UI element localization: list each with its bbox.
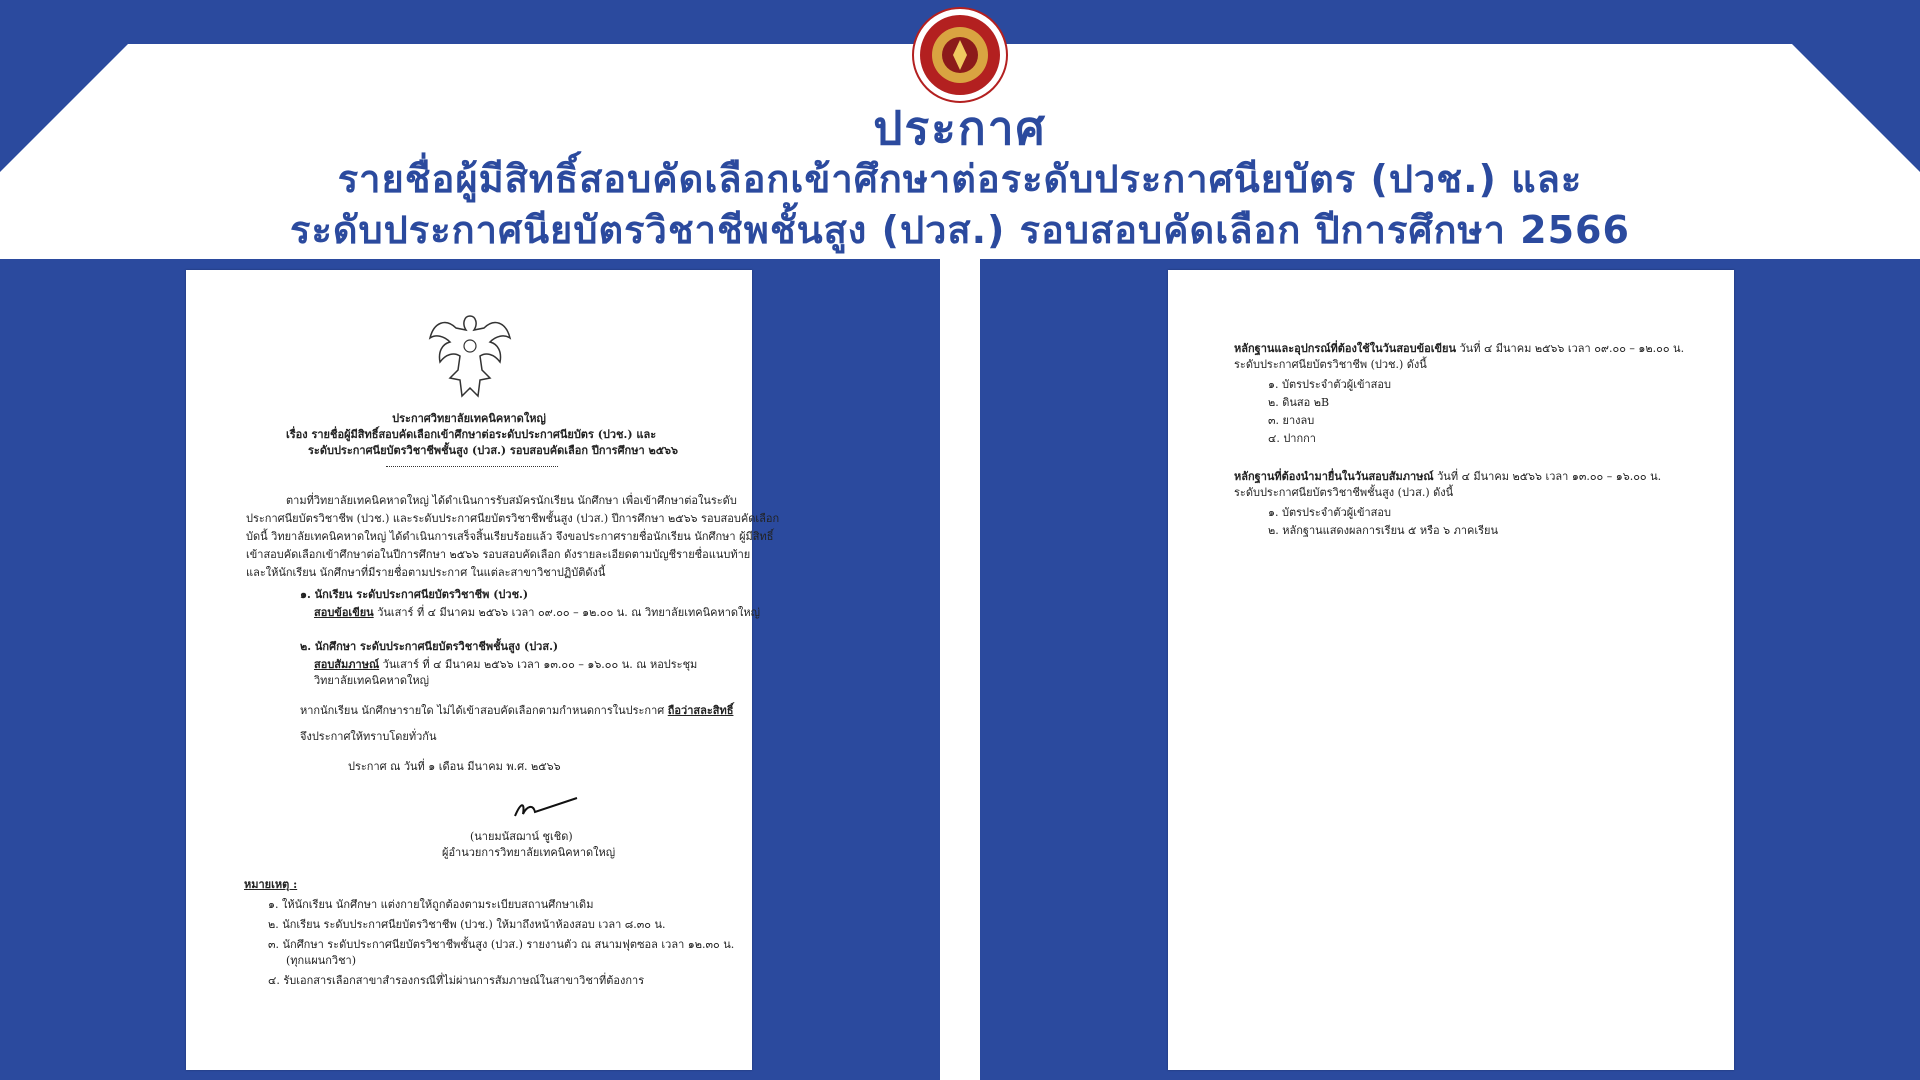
doc-para-line: และให้นักเรียน นักศึกษาที่มีรายชื่อตามประกาศ ในแต่ละสาขาวิชาปฏิบัติดังนี้ bbox=[246, 566, 606, 579]
doc2-sec2-title: หลักฐานที่ต้องนำมายื่นในวันสอบสัมภาษณ์ bbox=[1234, 470, 1434, 483]
doc-org: ประกาศวิทยาลัยเทคนิคหาดใหญ่ bbox=[392, 412, 546, 425]
doc-item1-text: วันเสาร์ ที่ ๔ มีนาคม ๒๕๖๖ เวลา ๐๙.๐๐ – ๑๒.๐๐ น. ณ วิทยาลัยเทคนิคหาดใหญ่ bbox=[377, 606, 761, 619]
doc2-sec2-item: ๑. บัตรประจำตัวผู้เข้าสอบ bbox=[1268, 506, 1391, 519]
doc-note: ๒. นักเรียน ระดับประกาศนียบัตรวิชาชีพ (ปวช.) ให้มาถึงหน้าห้องสอบ เวลา ๘.๓๐ น. bbox=[268, 918, 666, 931]
doc-item2-text-2: วิทยาลัยเทคนิคหาดใหญ่ bbox=[314, 674, 430, 687]
doc-subject-2: ระดับประกาศนียบัตรวิชาชีพชั้นสูง (ปวส.) รอบสอบคัดเลือก ปีการศึกษา ๒๕๖๖ bbox=[308, 444, 679, 457]
doc2-sec1-item: ๒. ดินสอ ๒B bbox=[1268, 396, 1330, 409]
document-page-2 bbox=[1168, 270, 1734, 1070]
doc-item2-text: วันเสาร์ ที่ ๔ มีนาคม ๒๕๖๖ เวลา ๑๓.๐๐ – ๑๖.๐๐ น. ณ หอประชุม bbox=[382, 658, 698, 671]
divider bbox=[940, 259, 980, 1080]
garuda-emblem-icon bbox=[426, 308, 514, 404]
signature-image bbox=[511, 792, 581, 822]
doc-item1-label: สอบข้อเขียน bbox=[314, 606, 374, 619]
doc2-sec2-text: วันที่ ๔ มีนาคม ๒๕๖๖ เวลา ๑๓.๐๐ – ๑๖.๐๐ น. bbox=[1437, 470, 1662, 483]
doc-warning-underlined: ถือว่าสละสิทธิ์ bbox=[667, 704, 734, 717]
document-page-1 bbox=[186, 270, 780, 1070]
doc-position: ผู้อำนวยการวิทยาลัยเทคนิคหาดใหญ่ bbox=[442, 846, 616, 859]
doc-para-line: เข้าสอบคัดเลือกเข้าศึกษาต่อในปีการศึกษา ๒๕๖๖ รอบสอบคัดเลือก ดังรายละเอียดตามบัญชีรายชื่อแนบท้าย bbox=[246, 548, 751, 561]
doc-para-line: ประกาศนียบัตรวิชาชีพ (ปวช.) และระดับประกาศนียบัตรวิชาชีพชั้นสูง (ปวส.) ปีการศึกษา ๒๕๖๖ รอบสอบคัดเลือก bbox=[246, 512, 780, 525]
subtitle-line-1: รายชื่อผู้มีสิทธิ์สอบคัดเลือกเข้าศึกษาต่อระดับประกาศนียบัตร (ปวช.) และ bbox=[337, 157, 1583, 201]
doc-item1-title: ๑. นักเรียน ระดับประกาศนียบัตรวิชาชีพ (ปวช.) bbox=[300, 588, 529, 601]
doc-notes-title: หมายเหตุ : bbox=[244, 878, 298, 891]
dotted-separator bbox=[386, 466, 558, 467]
doc2-sec1-item: ๑. บัตรประจำตัวผู้เข้าสอบ bbox=[1268, 378, 1391, 391]
doc-item2-title: ๒. นักศึกษา ระดับประกาศนียบัตรวิชาชีพชั้นสูง (ปวส.) bbox=[300, 640, 559, 653]
doc-notice: จึงประกาศให้ทราบโดยทั่วกัน bbox=[300, 730, 437, 743]
doc-warning: หากนักเรียน นักศึกษารายใด ไม่ได้เข้าสอบคัดเลือกตามกำหนดการในประกาศ bbox=[300, 704, 665, 717]
doc-note: ๑. ให้นักเรียน นักศึกษา แต่งกายให้ถูกต้องตามระเบียบสถานศึกษาเดิม bbox=[268, 898, 594, 911]
doc-note: (ทุกแผนกวิชา) bbox=[286, 954, 357, 967]
doc-para-line: ตามที่วิทยาลัยเทคนิคหาดใหญ่ ได้ดำเนินการรับสมัครนักเรียน นักศึกษา เพื่อเข้าศึกษาต่อในระดับ bbox=[286, 494, 737, 507]
doc-note: ๓. นักศึกษา ระดับประกาศนียบัตรวิชาชีพชั้นสูง (ปวส.) รายงานตัว ณ สนามฟุตซอล เวลา ๑๒.๓๐ น. bbox=[268, 938, 735, 951]
page-title: ประกาศ bbox=[873, 101, 1047, 155]
doc2-sec2-line2: ระดับประกาศนียบัตรวิชาชีพชั้นสูง (ปวส.) ดังนี้ bbox=[1234, 486, 1454, 499]
doc-item2-label: สอบสัมภาษณ์ bbox=[314, 658, 380, 671]
doc2-sec1-line2: ระดับประกาศนียบัตรวิชาชีพ (ปวช.) ดังนี้ bbox=[1234, 358, 1427, 371]
doc2-sec1-title: หลักฐานและอุปกรณ์ที่ต้องใช้ในวันสอบข้อเขียน bbox=[1234, 342, 1456, 355]
doc2-sec2-item: ๒. หลักฐานแสดงผลการเรียน ๕ หรือ ๖ ภาคเรียน bbox=[1268, 524, 1499, 537]
doc2-sec1-item: ๔. ปากกา bbox=[1268, 432, 1316, 445]
college-logo bbox=[911, 6, 1009, 104]
doc-date: ประกาศ ณ วันที่ ๑ เดือน มีนาคม พ.ศ. ๒๕๖๖ bbox=[348, 760, 561, 773]
subtitle-line-2: ระดับประกาศนียบัตรวิชาชีพชั้นสูง (ปวส.) รอบสอบคัดเลือก ปีการศึกษา 2566 bbox=[290, 208, 1630, 252]
doc-para-line: บัดนี้ วิทยาลัยเทคนิคหาดใหญ่ ได้ดำเนินการเสร็จสิ้นเรียบร้อยแล้ว จึงขอประกาศรายชื่อนักเรียน นักศึกษา ผู้มีสิทธิ์ bbox=[246, 530, 774, 543]
doc-subject-1: เรื่อง รายชื่อผู้มีสิทธิ์สอบคัดเลือกเข้าศึกษาต่อระดับประกาศนียบัตร (ปวช.) และ bbox=[286, 428, 657, 441]
doc-signer: (นายมนัสฌาน์ ชูเชิด) bbox=[470, 830, 573, 843]
doc2-sec1-text: วันที่ ๔ มีนาคม ๒๕๖๖ เวลา ๐๙.๐๐ – ๑๒.๐๐ น. bbox=[1459, 342, 1685, 355]
doc-note: ๔. รับเอกสารเลือกสาขาสำรองกรณีที่ไม่ผ่านการสัมภาษณ์ในสาขาวิชาที่ต้องการ bbox=[268, 974, 645, 987]
doc2-sec1-item: ๓. ยางลบ bbox=[1268, 414, 1315, 427]
